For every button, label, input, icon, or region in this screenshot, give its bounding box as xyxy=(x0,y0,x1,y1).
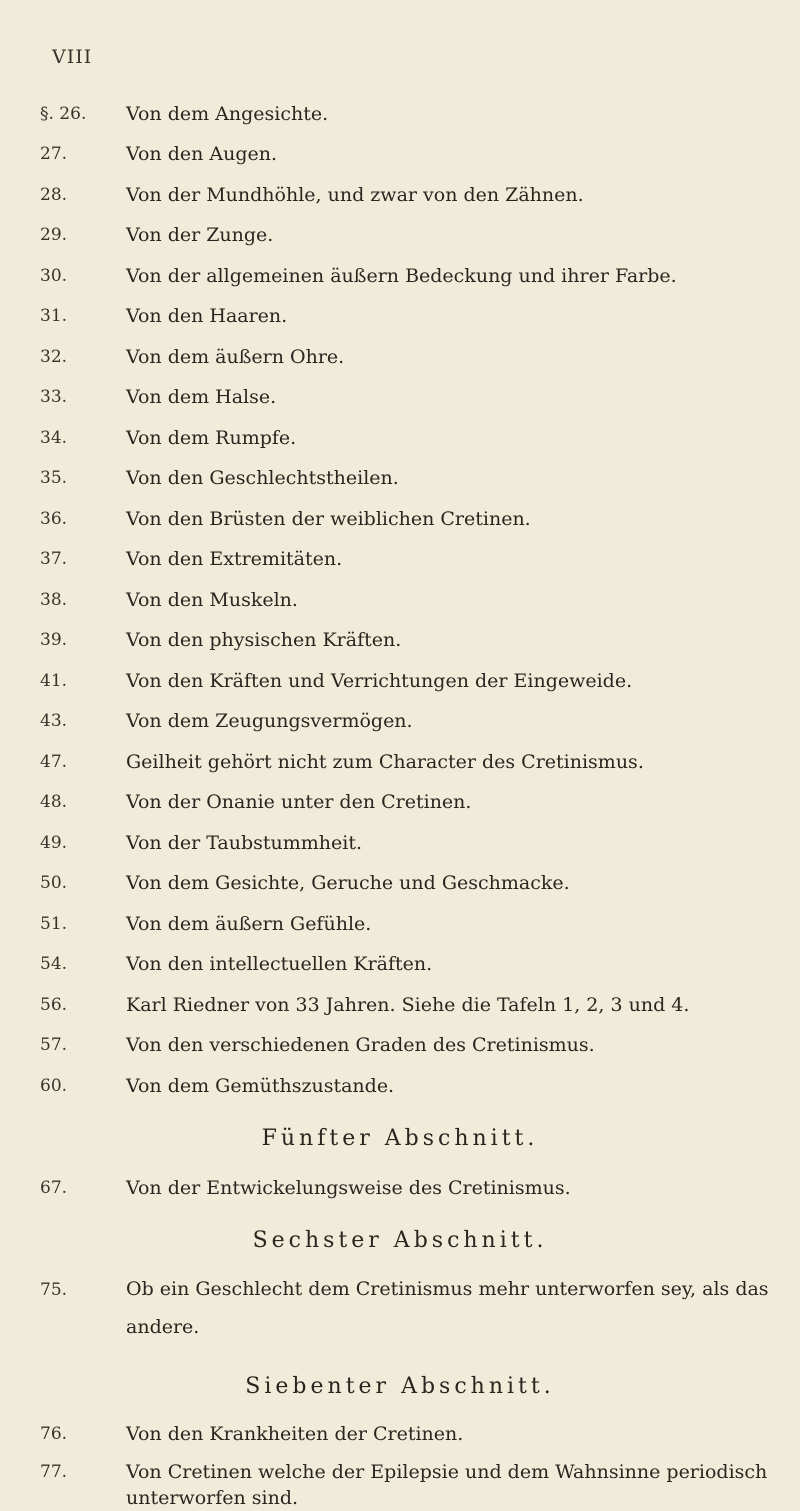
entry-number: 31. xyxy=(40,306,68,326)
entry-title: Von den Haaren. xyxy=(126,305,288,327)
entry-title: Von dem äußern Gefühle. xyxy=(126,913,372,935)
entry-number: 75. xyxy=(40,1280,68,1300)
entry-number: 27. xyxy=(40,144,68,164)
entry-number: 76. xyxy=(40,1424,68,1444)
entry-number: §. 26. xyxy=(40,104,87,124)
entry-number: 39. xyxy=(40,630,68,650)
entry-number: 56. xyxy=(40,995,68,1015)
entry-title: Geilheit gehört nicht zum Character des Cretinismus. xyxy=(126,751,644,773)
entry-title: Von dem Gesichte, Geruche und Geschmacke. xyxy=(126,872,570,894)
entry-number: 77. xyxy=(40,1462,68,1482)
entry-title: Von den Kräften und Verrichtungen der Eingeweide. xyxy=(126,670,633,692)
entry-number: 33. xyxy=(40,387,68,407)
entry-number: 37. xyxy=(40,549,68,569)
entry-title: Von den Augen. xyxy=(126,143,278,165)
entry-number: 67. xyxy=(40,1178,68,1198)
entry-number: 49. xyxy=(40,833,68,853)
entry-number: 34. xyxy=(40,428,68,448)
entry-title: Von den physischen Kräften. xyxy=(126,629,402,651)
entry-number: 32. xyxy=(40,347,68,367)
entry-title: Von den Brüsten der weiblichen Cretinen. xyxy=(126,508,531,530)
entry-number: 57. xyxy=(40,1035,68,1055)
entry-title: Ob ein Geschlecht dem Cretinismus mehr unterworfen sey, als das andere. xyxy=(126,1278,769,1338)
entry-number: 38. xyxy=(40,590,68,610)
entry-title: Von der Taubstummheit. xyxy=(126,832,363,854)
entry-title: Karl Riedner von 33 Jahren. Siehe die Tafeln 1, 2, 3 und 4. xyxy=(126,994,690,1016)
page-number: VIII xyxy=(52,46,93,68)
entry-number: 41. xyxy=(40,671,68,691)
entry-number: 35. xyxy=(40,468,68,488)
entry-title: Von dem Gemüthszustande. xyxy=(126,1075,395,1097)
entry-title: Von dem Angesichte. xyxy=(126,103,329,125)
entry-number: 30. xyxy=(40,266,68,286)
entry-title: Von den verschiedenen Graden des Cretinismus. xyxy=(126,1034,595,1056)
entry-title: Von den intellectuellen Kräften. xyxy=(126,953,433,975)
entry-title: Von Cretinen welche der Epilepsie und dem Wahnsinne periodisch unterworfen sind. xyxy=(126,1461,768,1509)
section-heading: Sechster Abschnitt. xyxy=(252,1228,548,1253)
entry-number: 48. xyxy=(40,792,68,812)
entry-title: Von dem äußern Ohre. xyxy=(126,346,345,368)
entry-title: Von den Extremitäten. xyxy=(126,548,343,570)
entry-title: Von den Krankheiten der Cretinen. xyxy=(126,1423,464,1445)
entry-number: 43. xyxy=(40,711,68,731)
entry-number: 51. xyxy=(40,914,68,934)
entry-title: Von den Geschlechtstheilen. xyxy=(126,467,399,489)
entry-number: 50. xyxy=(40,873,68,893)
section-heading: Siebenter Abschnitt. xyxy=(245,1374,555,1399)
entry-title: Von den Muskeln. xyxy=(126,589,298,611)
entry-number: 60. xyxy=(40,1076,68,1096)
entry-title: Von der Entwickelungsweise des Cretinismus. xyxy=(126,1177,571,1199)
entry-title: Von der Mundhöhle, und zwar von den Zähnen. xyxy=(126,184,584,206)
entry-title: Von der Onanie unter den Cretinen. xyxy=(126,791,472,813)
entry-title: Von dem Halse. xyxy=(126,386,277,408)
entry-title: Von der Zunge. xyxy=(126,224,274,246)
entry-number: 54. xyxy=(40,954,68,974)
entry-title: Von der allgemeinen äußern Bedeckung und ihrer Farbe. xyxy=(126,265,677,287)
entry-number: 28. xyxy=(40,185,68,205)
entry-number: 47. xyxy=(40,752,68,772)
section-heading: Fünfter Abschnitt. xyxy=(261,1126,539,1151)
entry-number: 36. xyxy=(40,509,68,529)
entry-number: 29. xyxy=(40,225,68,245)
entry-title: Von dem Rumpfe. xyxy=(126,427,297,449)
entry-title: Von dem Zeugungsvermögen. xyxy=(126,710,413,732)
